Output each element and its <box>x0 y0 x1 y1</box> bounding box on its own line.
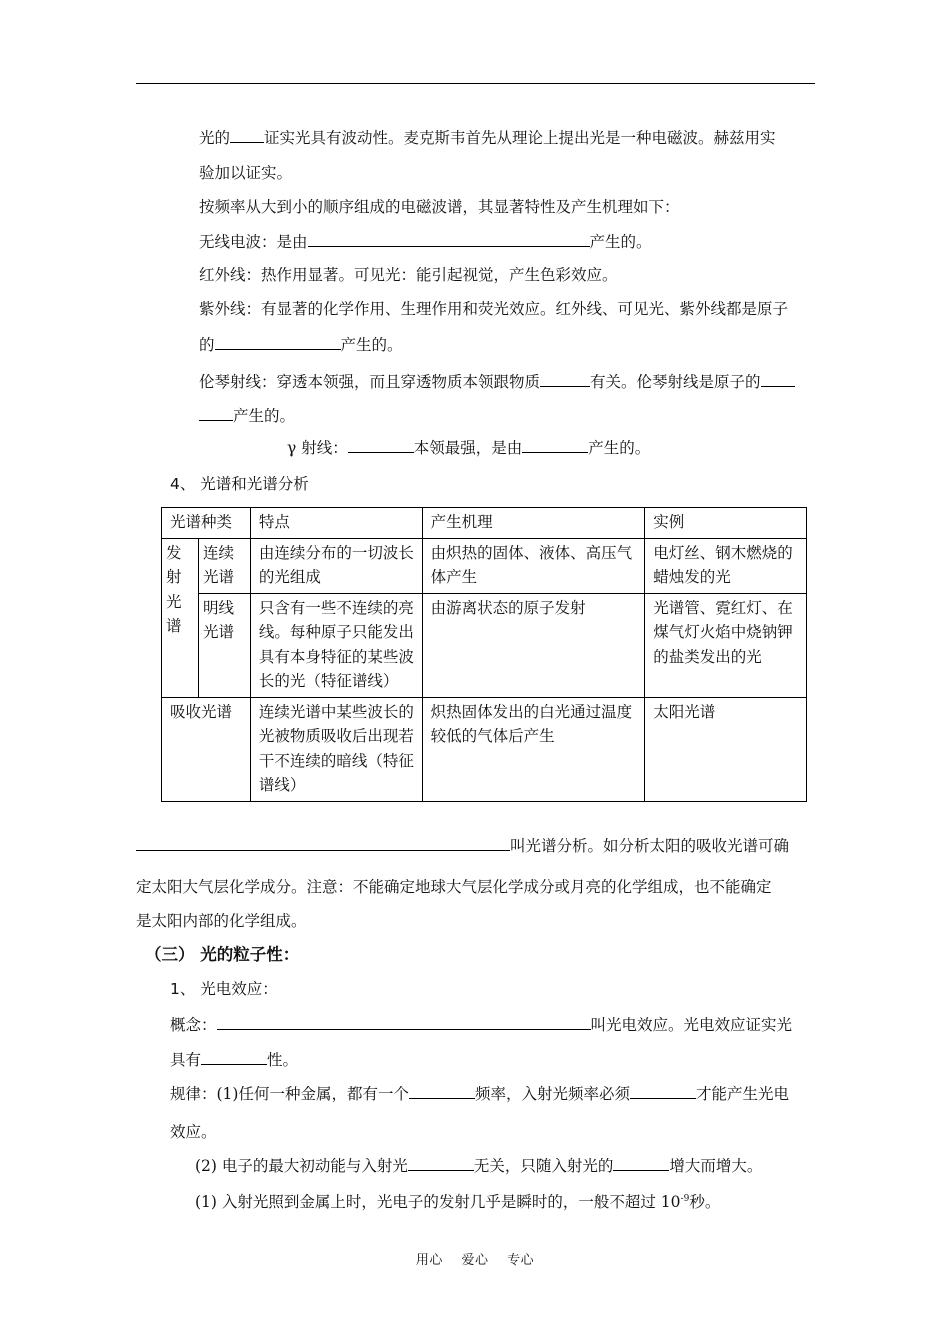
table-header: 产生机理 <box>422 508 645 539</box>
text-line: 的 产生的。 <box>199 336 403 354</box>
text-line: 是太阳内部的化学组成。 <box>136 912 307 930</box>
blank[interactable] <box>540 371 590 387</box>
text-line: γ 射线： 本领最强，是由 产生的。 <box>287 439 651 457</box>
table-cell: 电灯丝、钢木燃烧的蜡烛发的光 <box>645 538 807 593</box>
text-line: 红外线：热作用显著。可见光：能引起视觉，产生色彩效应。 <box>199 266 618 284</box>
blank[interactable] <box>522 437 588 453</box>
text-line: 无线电波：是由 产生的。 <box>199 233 652 251</box>
table-header: 特点 <box>250 508 422 539</box>
table-cell: 只含有一些不连续的亮线。每种原子只能发出具有本身特征的某些波长的光（特征谱线） <box>250 593 422 697</box>
blank[interactable] <box>136 835 510 851</box>
text-line: 规律：(1)任何一种金属，都有一个 频率，入射光频率必须 才能产生光电 <box>170 1085 789 1103</box>
table-cell: 明线光谱 <box>198 593 250 697</box>
text-line: 具有 性。 <box>170 1051 299 1069</box>
text-line: 产生的。 <box>199 405 295 426</box>
blank[interactable] <box>348 437 414 453</box>
text-line: 伦琴射线：穿透本领强，而且穿透物质本领跟物质 有关。伦琴射线是原子的 <box>199 371 795 392</box>
section-heading: 4、 光谱和光谱分析 <box>170 475 309 493</box>
section-title: （三） 光的粒子性： <box>145 945 300 964</box>
blank[interactable] <box>408 1155 474 1171</box>
blank[interactable] <box>308 231 590 247</box>
blank[interactable] <box>630 1083 696 1099</box>
table-header: 光谱种类 <box>162 508 251 539</box>
text-line: 叫光谱分析。如分析太阳的吸收光谱可确 <box>136 835 789 856</box>
table-header: 实例 <box>645 508 807 539</box>
table-cell: 由炽热的固体、液体、高压气体产生 <box>422 538 645 593</box>
page-footer: 用心 爱心 专心 <box>415 1253 535 1268</box>
spectrum-table <box>161 507 807 802</box>
table-cell: 由游离状态的原子发射 <box>422 593 645 697</box>
emission-spectrum-label: 发射光谱 <box>162 538 199 697</box>
text-line: 验加以证实。 <box>199 164 293 182</box>
text-line: 紫外线：有显著的化学作用、生理作用和荧光效应。红外线、可见光、紫外线都是原子 <box>199 300 789 318</box>
table-cell: 光谱管、霓红灯、在煤气灯火焰中烧钠钾的盐类发出的光 <box>645 593 807 697</box>
table-row <box>162 697 807 801</box>
table-cell: 太阳光谱 <box>645 697 807 801</box>
table-cell: 炽热固体发出的白光通过温度较低的气体后产生 <box>422 697 645 801</box>
blank[interactable] <box>409 1083 475 1099</box>
blank[interactable] <box>761 371 795 387</box>
blank[interactable] <box>201 1049 267 1065</box>
table-header-row <box>162 508 807 539</box>
blank[interactable] <box>215 334 341 350</box>
text-line: (1) 入射光照到金属上时，光电子的发射几乎是瞬时的，一般不超过 $10^{-9}$秒。 <box>195 1193 721 1212</box>
table-cell: 吸收光谱 <box>162 697 251 801</box>
section-heading: 1、 光电效应： <box>170 980 278 998</box>
table-cell: 由连续分布的一切波长的光组成 <box>250 538 422 593</box>
text-line: 光的 证实光具有波动性。麦克斯韦首先从理论上提出光是一种电磁波。赫兹用实 <box>199 129 776 147</box>
blank[interactable] <box>199 405 233 421</box>
text-line: 定太阳大气层化学成分。注意：不能确定地球大气层化学成分或月亮的化学组成，也不能确定 <box>136 878 772 896</box>
blank[interactable] <box>217 1014 591 1030</box>
table-row <box>162 538 807 593</box>
text-line: (2) 电子的最大初动能与入射光 无关，只随入射光的 增大而增大。 <box>195 1157 763 1175</box>
table-cell: 连续光谱中某些波长的光被物质吸收后出现若干不连续的暗线（特征谱线） <box>250 697 422 801</box>
text-line: 效应。 <box>170 1123 217 1141</box>
text-line: 概念： 叫光电效应。光电效应证实光 <box>170 1016 793 1034</box>
blank[interactable] <box>230 127 264 143</box>
text-line: 按频率从大到小的顺序组成的电磁波谱，其显著特性及产生机理如下： <box>199 198 680 216</box>
table-cell: 连续光谱 <box>198 538 250 593</box>
table-row <box>162 593 807 697</box>
blank[interactable] <box>613 1155 669 1171</box>
header-rule <box>136 83 815 84</box>
